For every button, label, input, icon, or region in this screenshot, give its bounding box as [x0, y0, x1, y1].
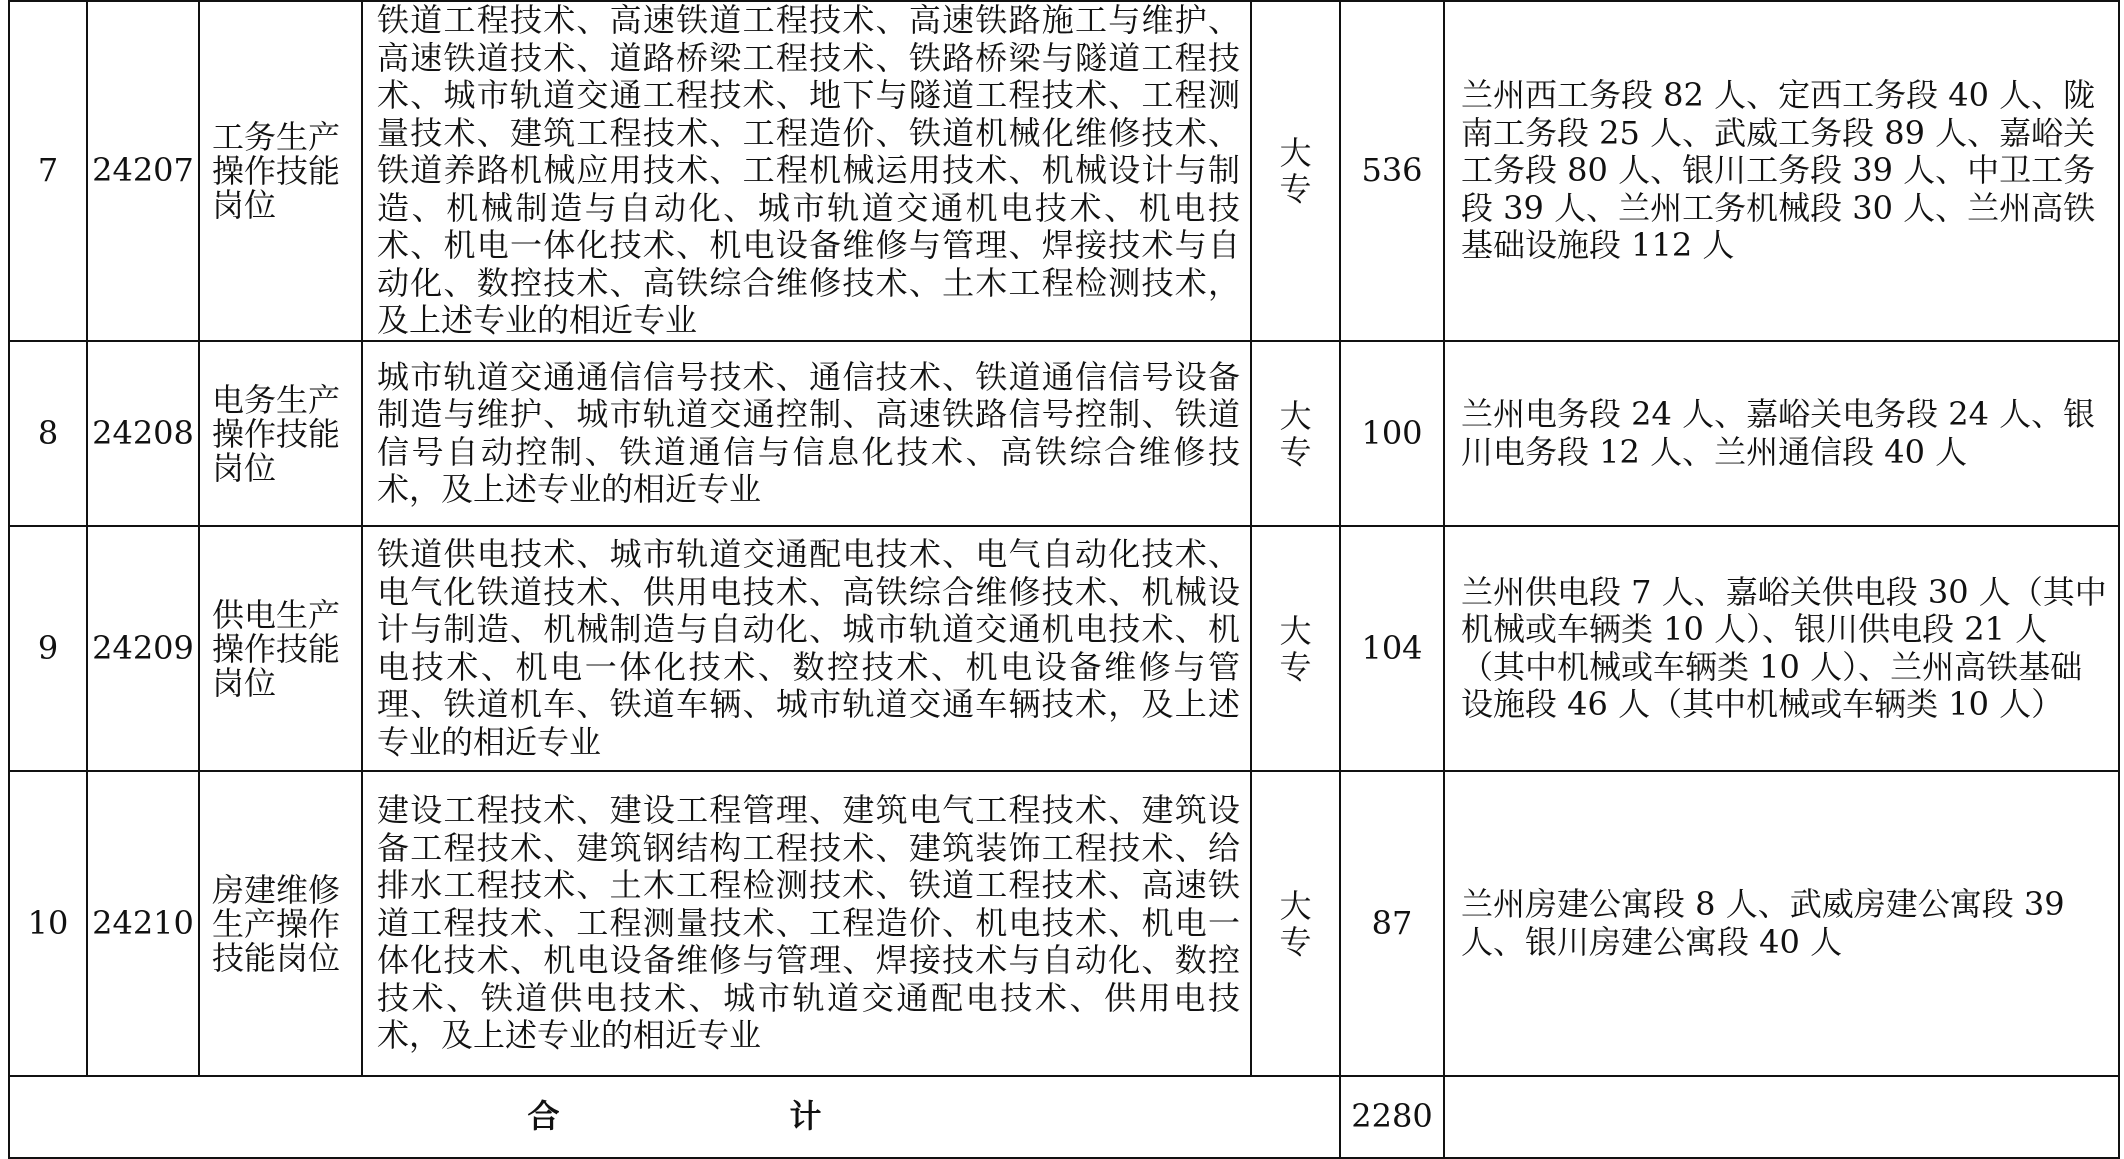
post-name: 电务生产操作技能岗位	[199, 341, 362, 526]
post-name: 供电生产操作技能岗位	[199, 526, 362, 771]
education-level	[1251, 771, 1340, 1076]
row-number: 8	[9, 341, 87, 526]
post-name: 房建维修生产操作技能岗位	[199, 771, 362, 1076]
total-count: 2280	[1340, 1076, 1444, 1158]
education-text: 大专	[1279, 396, 1312, 471]
total-label-left: 合	[527, 1097, 560, 1136]
row-number: 10	[9, 771, 87, 1076]
education-text: 大专	[1279, 134, 1312, 208]
row-number: 7	[9, 1, 87, 341]
education-text: 大专	[1279, 886, 1312, 961]
unit-distribution: 兰州房建公寓段 8 人、武威房建公寓段 39 人、银川房建公寓段 40 人	[1444, 771, 2119, 1076]
table-row	[9, 1, 2119, 341]
education-level	[1251, 341, 1340, 526]
major-requirements: 城市轨道交通通信信号技术、通信技术、铁道通信信号设备制造与维护、城市轨道交通控制、高速铁路信号控制、铁道信号自动控制、铁道通信与信息化技术、高铁综合维修技术，及上述专业的相近专业	[362, 341, 1251, 526]
recruit-count: 536	[1340, 1, 1444, 341]
table-row	[9, 771, 2119, 1076]
post-code: 24208	[87, 341, 199, 526]
major-requirements: 建设工程技术、建设工程管理、建筑电气工程技术、建筑设备工程技术、建筑钢结构工程技术、建筑装饰工程技术、给排水工程技术、土木工程检测技术、铁道工程技术、高速铁道工程技术、工程测量技术、工程造价、机电技术、机电一体化技术、机电设备维修与管理、焊接技术与自动化、数控技术、铁道供电技术、城市轨道交通配电技术、供用电技术，及上述专业的相近专业	[362, 771, 1251, 1076]
major-requirements: 铁道工程技术、高速铁道工程技术、高速铁路施工与维护、高速铁道技术、道路桥梁工程技术、铁路桥梁与隧道工程技术、城市轨道交通工程技术、地下与隧道工程技术、工程测量技术、建筑工程技术、工程造价、铁道机械化维修技术、铁道养路机械应用技术、工程机械运用技术、机械设计与制造、机械制造与自动化、城市轨道交通机电技术、机电技术、机电一体化技术、机电设备维修与管理、焊接技术与自动化、数控技术、高铁综合维修技术、土木工程检测技术，及上述专业的相近专业	[362, 1, 1251, 341]
total-label	[9, 1076, 1340, 1158]
table-row	[9, 341, 2119, 526]
education-level	[1251, 526, 1340, 771]
recruit-count: 87	[1340, 771, 1444, 1076]
post-name: 工务生产操作技能岗位	[199, 1, 362, 341]
education-text: 大专	[1279, 611, 1312, 686]
unit-distribution: 兰州西工务段 82 人、定西工务段 40 人、陇南工务段 25 人、武威工务段 89 人、嘉峪关工务段 80 人、银川工务段 39 人、中卫工务段 39 人、兰州工务机械段 30 人、兰州高铁基础设施段 112 人	[1444, 1, 2119, 341]
unit-distribution: 兰州供电段 7 人、嘉峪关供电段 30 人（其中机械或车辆类 10 人）、银川供电段 21 人（其中机械或车辆类 10 人）、兰州高铁基础设施段 46 人（其中机械或车辆类 10 人）	[1444, 526, 2119, 771]
total-empty-cell	[1444, 1076, 2119, 1158]
unit-distribution: 兰州电务段 24 人、嘉峪关电务段 24 人、银川电务段 12 人、兰州通信段 40 人	[1444, 341, 2119, 526]
major-requirements: 铁道供电技术、城市轨道交通配电技术、电气自动化技术、电气化铁道技术、供用电技术、高铁综合维修技术、机械设计与制造、机械制造与自动化、城市轨道交通机电技术、机电技术、机电一体化技术、数控技术、机电设备维修与管理、铁道机车、铁道车辆、城市轨道交通车辆技术，及上述专业的相近专业	[362, 526, 1251, 771]
education-level	[1251, 1, 1340, 341]
recruit-count: 104	[1340, 526, 1444, 771]
post-code: 24209	[87, 526, 199, 771]
post-code: 24207	[87, 1, 199, 341]
total-label-right: 计	[789, 1097, 822, 1136]
row-number: 9	[9, 526, 87, 771]
total-row	[9, 1076, 2119, 1158]
table-row	[9, 526, 2119, 771]
recruit-count: 100	[1340, 341, 1444, 526]
post-code: 24210	[87, 771, 199, 1076]
recruitment-table	[8, 0, 2120, 1159]
